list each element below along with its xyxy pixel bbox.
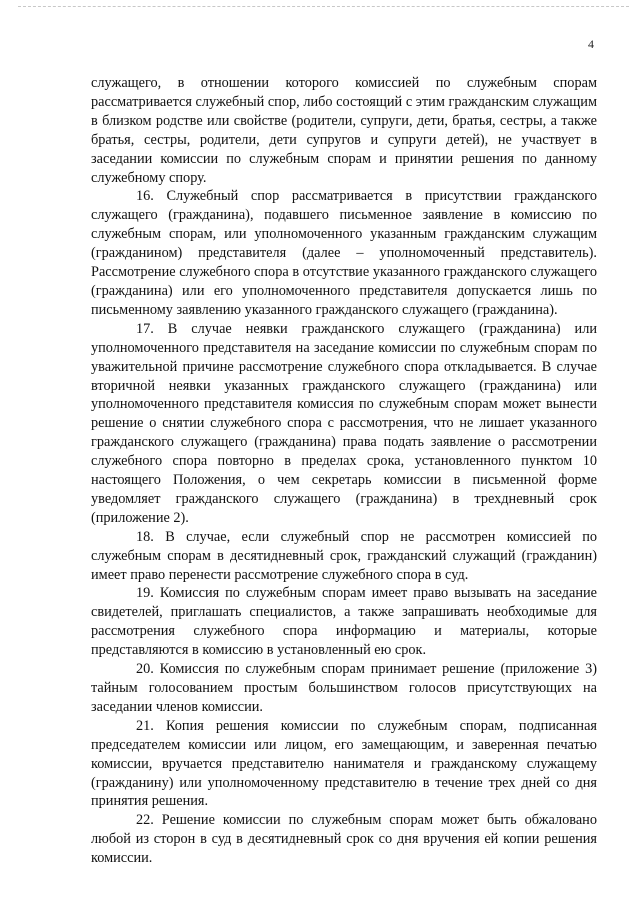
- paragraph-continuation: служащего, в отношении которого комиссией по служебным спорам рассматривается служебный спор, либо состоящий с этим гражданским служащим в близком родстве или свойстве (родители, супруги, дети, братья, сестры, а также братья, сестры, родители, дети супругов и супруги детей), не участвует в заседании комиссии по служебным спорам и принятии решения по данному служебному спору.: [91, 75, 597, 186]
- paragraph-16: 16. Служебный спор рассматривается в присутствии гражданского служащего (гражданина), подавшего письменное заявление в комиссию по служебным спорам, или уполномоченного указанным гражданским служащим (гражданином) представителя (далее – уполномоченный представитель). Рассмотрение служебного спора в отсутствие указанного гражданского служащего (гражданина) или его уполномоченного представителя допускается лишь по письменному заявлению указанного гражданского служащего (гражданина).: [91, 188, 597, 318]
- paragraph-21: 21. Копия решения комиссии по служебным спорам, подписанная председателем комиссии или лицом, его замещающим, и заверенная печатью комиссии, вручается представителю нанимателя и гражданскому служащему (гражданину) или уполномоченному представителю в течение трех дней со дня принятия решения.: [91, 717, 597, 810]
- document-body: [91, 74, 597, 868]
- paragraph-17: 17. В случае неявки гражданского служащего (гражданина) или уполномоченного представителя на заседание комиссии по служебным спорам по уважительной причине рассмотрение служебного спора откладывается. В случае вторичной неявки указанных гражданского служащего (гражданина) или уполномоченного представителя комиссия по служебным спорам может вынести решение о снятии служебного спора с рассмотрения, что не лишает указанного гражданского служащего (гражданина) права подать заявление о рассмотрении служебного спора повторно в пределах срока, установленного пунктом 10 настоящего Положения, о чем секретарь комиссии в письменной форме уведомляет гражданского служащего (гражданина) в трехдневный срок (приложение 2).: [91, 320, 597, 526]
- page-number: 4: [588, 37, 594, 51]
- paragraph-18: 18. В случае, если служебный спор не рассмотрен комиссией по служебным спорам в десятидневный срок, гражданский служащий (гражданин) имеет право перенести рассмотрение служебного спора в суд.: [91, 528, 597, 583]
- paragraph-22: 22. Решение комиссии по служебным спорам может быть обжаловано любой из сторон в суд в десятидневный срок со дня вручения ей копии решения комиссии.: [91, 812, 597, 867]
- paragraph-20: 20. Комиссия по служебным спорам принимает решение (приложение 3) тайным голосованием простым большинством голосов присутствующих на заседании членов комиссии.: [91, 661, 597, 715]
- paragraph-19: 19. Комиссия по служебным спорам имеет право вызывать на заседание свидетелей, приглашать специалистов, а также запрашивать необходимые для рассмотрения служебного спора информацию и материалы, которые представляются в комиссию в установленный ею срок.: [91, 585, 597, 659]
- scan-edge-line: [18, 6, 629, 7]
